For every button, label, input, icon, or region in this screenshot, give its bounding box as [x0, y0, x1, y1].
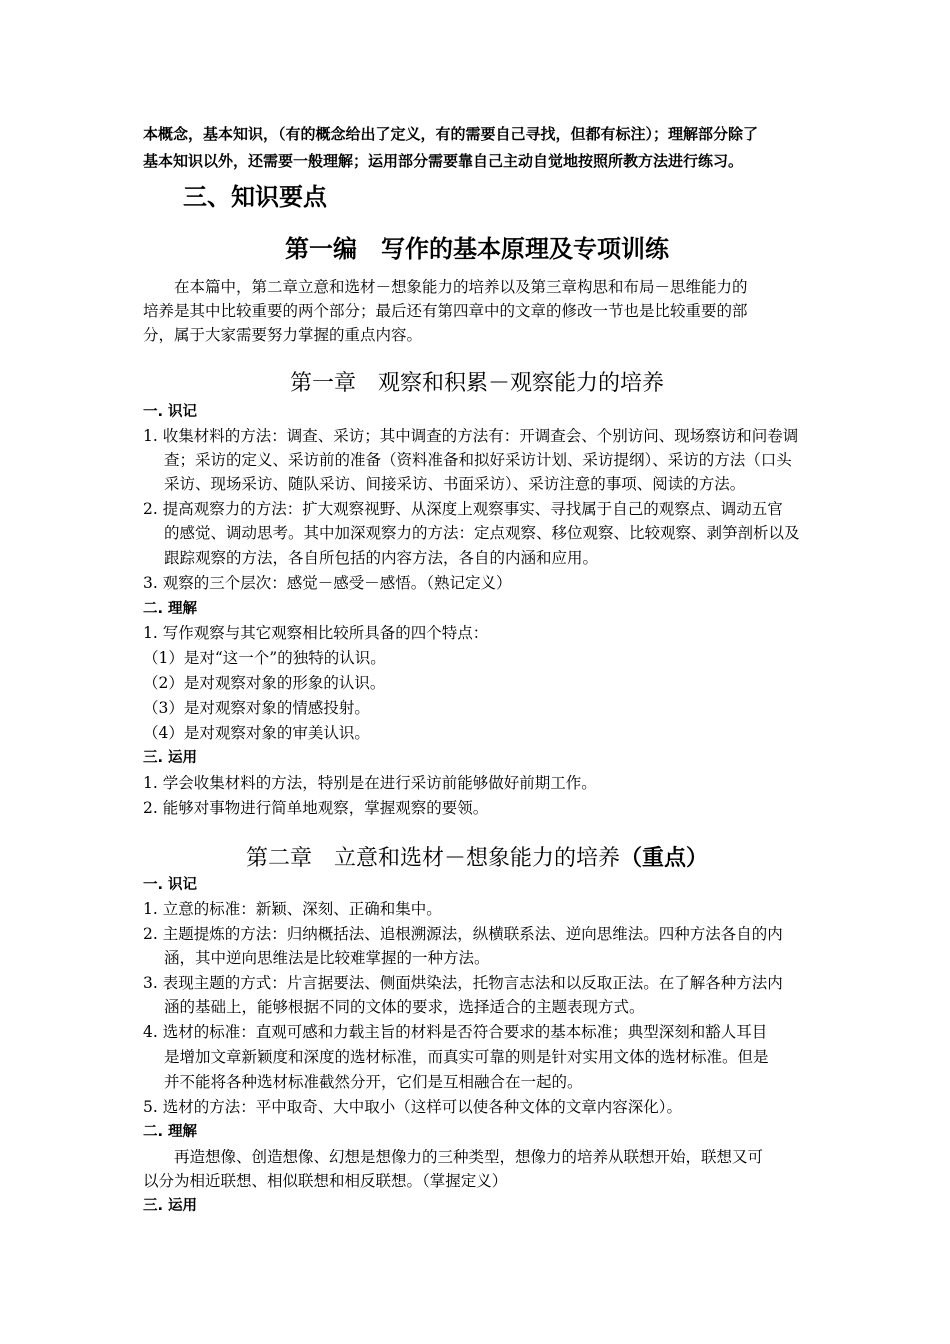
- chapter-1-section-memorize: 一. 识记: [143, 404, 198, 420]
- chapter-1-text-line: 的感觉、调动思考。其中加深观察力的方法：定点观察、移位观察、比较观察、剥笋剖析以及: [164, 524, 800, 542]
- chapter-1-text-line: 1. 收集材料的方法：调查、采访；其中调查的方法有：开调查会、个别访问、现场察访和问卷调: [143, 427, 799, 445]
- chapter-2-text-line: 涵的基础上，能够根据不同的文体的要求，选择适合的主题表现方式。: [164, 998, 645, 1016]
- chapter-2-title-emphasis: （重点）: [620, 846, 709, 871]
- chapter-2-section-apply: 三. 运用: [143, 1198, 198, 1214]
- chapter-1-text-line: 3. 观察的三个层次：感觉－感受－感悟。（熟记定义）: [143, 574, 512, 592]
- chapter-1-text-line: 查；采访的定义、采访前的准备（资料准备和拟好采访计划、采访提纲）、采访的方法（口头: [164, 451, 792, 469]
- chapter-1-text-line: 2. 提高观察力的方法：扩大观察视野、从深度上观察事实、寻找属于自己的观察点、调动五官: [143, 500, 783, 518]
- chapter-1-text-line: 1. 学会收集材料的方法，特别是在进行采访前能够做好前期工作。: [143, 774, 597, 792]
- chapter-2-text-line: 4. 选材的标准：直观可感和力载主旨的材料是否符合要求的基本标准；典型深刻和豁人耳目: [143, 1023, 768, 1041]
- chapter-1-text-line: 1. 写作观察与其它观察相比较所具备的四个特点：: [143, 624, 489, 642]
- chapter-2-title: [143, 845, 811, 873]
- chapter-1-section-understand: 二. 理解: [143, 601, 198, 617]
- chapter-1-title: 第一章 观察和积累－观察能力的培养: [289, 371, 664, 396]
- chapter-1-text-line: 2. 能够对事物进行简单地观察，掌握观察的要领。: [143, 799, 489, 817]
- chapter-1-text-line: 跟踪观察的方法，各自所包括的内容方法，各自的内涵和应用。: [164, 549, 599, 567]
- chapter-2-text-line: 2. 主题提炼的方法：归纳概括法、追根溯源法，纵横联系法、逆向思维法。四种方法各自的内: [143, 925, 783, 943]
- chapter-2-text-line: 是增加文章新颖度和深度的选材标准，而真实可靠的则是针对实用文体的选材标准。但是: [164, 1048, 769, 1066]
- intro-line-1: 本概念，基本知识，（有的概念给出了定义，有的需要自己寻找，但都有标注）；理解部分除了: [143, 125, 759, 143]
- chapter-1-text-line: （2）是对观察对象的形象的认识。: [143, 674, 386, 692]
- edition-intro-line: 分，属于大家需要努力掌握的重点内容。: [143, 326, 423, 344]
- chapter-1-text-line: （3）是对观察对象的情感投射。: [143, 699, 370, 717]
- chapter-2-text-line: 以分为相近联想、相似联想和相反联想。（掌握定义）: [143, 1172, 508, 1190]
- chapter-1-text-line: （4）是对观察对象的审美认识。: [143, 724, 370, 742]
- chapter-2-text-line: 再造想像、创造想像、幻想是想像力的三种类型，想像力的培养从联想开始，联想又可: [143, 1148, 764, 1166]
- part-heading: 三、知识要点: [183, 183, 327, 211]
- chapter-1-text-line: （1）是对“这一个”的独特的认识。: [143, 649, 386, 667]
- chapter-2-text-line: 涵，其中逆向思维法是比较难掌握的一种方法。: [164, 949, 490, 967]
- edition-title: 第一编 写作的基本原理及专项训练: [285, 235, 669, 263]
- chapter-2-section-memorize: 一. 识记: [143, 877, 198, 893]
- chapter-2-text-line: 3. 表现主题的方式：片言据要法、侧面烘染法，托物言志法和以反取正法。在了解各种方法内: [143, 974, 783, 992]
- chapter-1-text-line: 采访、现场采访、随队采访、间接采访、书面采访）、采访注意的事项、阅读的方法。: [164, 475, 746, 493]
- chapter-1-section-apply: 三. 运用: [143, 750, 198, 766]
- edition-intro-line: 在本篇中，第二章立意和选材－想象能力的培养以及第三章构思和布局－思维能力的: [143, 278, 748, 296]
- intro-line-2: 基本知识以外，还需要一般理解；运用部分需要靠自己主动自觉地按照所教方法进行练习。: [143, 152, 744, 170]
- chapter-2-text-line: 5. 选材的方法：平中取奇、大中取小（这样可以使各种文体的文章内容深化）。: [143, 1098, 682, 1116]
- edition-intro-line: 培养是其中比较重要的两个部分；最后还有第四章中的文章的修改一节也是比较重要的部: [143, 302, 748, 320]
- chapter-2-text-line: 并不能将各种选材标准截然分开，它们是互相融合在一起的。: [164, 1073, 583, 1091]
- chapter-2-section-understand: 二. 理解: [143, 1124, 198, 1140]
- chapter-2-title-main: 第二章 立意和选材－想象能力的培养: [245, 846, 620, 871]
- chapter-2-text-line: 1. 立意的标准：新颖、深刻、正确和集中。: [143, 900, 442, 918]
